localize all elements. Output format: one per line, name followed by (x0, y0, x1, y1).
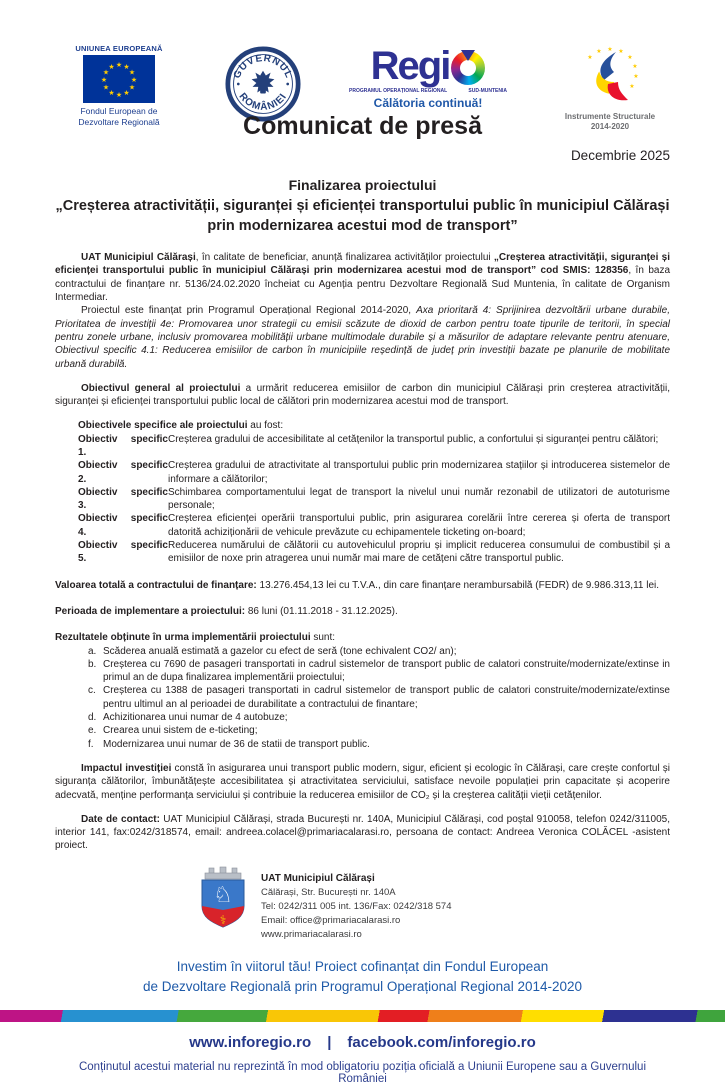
government-seal-icon (225, 46, 301, 122)
svg-text:⚕: ⚕ (219, 912, 227, 927)
text-run: Valoarea totală a contractului de finanțare: (55, 579, 257, 591)
regio-ring-icon (451, 51, 485, 85)
eu-logo-subtitle-line2: Dezvoltare Regională (78, 116, 160, 127)
text-run: a urmărit reducerea emisiilor de carbon din municipiul Călărași prin creșterea atractivității, siguranței și eficienței transportului public local de călători prin modernizarea acestui mod de transport. (55, 382, 670, 408)
objective-text: Creșterea eficienței operării transportului public, prin asigurarea corelării între cererea și oferta de transport datorită achiziționării de vehicule prevăzute cu echipamentele ticketing on-board; (168, 513, 670, 538)
text-run: , în calitate de beneficiar, anunță finalizarea activităților proiectului (195, 252, 494, 264)
text-run: Proiectul este finanțat prin Programul Operațional Regional 2014-2020, (81, 305, 417, 317)
results-section (55, 631, 670, 751)
text-run: Impactul investiției (81, 762, 172, 774)
disclaimer-text: Conținutul acestui material nu reprezintă în mod obligatoriu poziția oficială a Uniunii Europene sau a Guvernului României (78, 1061, 647, 1085)
objective-text: Schimbarea comportamentului legat de transport la nivelul unui număr rezonabil de utilizatori de autoturisme personale; (168, 486, 670, 512)
result-text: Creșterea cu 1388 de pasageri transportati in cadrul sistemelor de transport public de calatori construite/modernizate/extinse pentru ultimul an al perioadei de durabilitate a contractului de finantare; (103, 685, 670, 710)
regio-tagline: Călătoria continuă! (373, 96, 483, 110)
objective-item (78, 486, 670, 513)
svg-text:★: ★ (618, 48, 624, 55)
subtitle-line2: „Creșterea atractivității, siguranței și eficienței transportului public în municipiul Călărași (55, 198, 670, 214)
svg-text:ROMÂNIEI: ROMÂNIEI (236, 91, 290, 113)
paragraph-impact (55, 762, 670, 802)
svg-text:★: ★ (587, 54, 593, 61)
footer-links (55, 1034, 670, 1051)
regio-wordmark (343, 46, 513, 86)
specific-objectives-header (78, 419, 670, 432)
text-run: sunt: (310, 632, 336, 644)
cofinancing-statement (55, 957, 670, 996)
rainbow-stripe (0, 1010, 725, 1022)
cofinancing-line2: de Dezvoltare Regională prin Programul Operațional Regional 2014-2020 (142, 978, 583, 994)
result-label: e. (88, 725, 97, 737)
svg-text:GUVERNUL: GUVERNUL (231, 52, 295, 81)
svg-text:★: ★ (633, 73, 639, 80)
objective-label: Obiectiv specific 1. (78, 433, 168, 458)
document-body (55, 251, 670, 853)
svg-text:★: ★ (108, 89, 115, 97)
text-run: UAT Municipiul Călărași (81, 252, 196, 264)
results-header (55, 631, 670, 644)
implementation-period-line (55, 605, 670, 618)
svg-text:★: ★ (102, 68, 110, 77)
eu-flag-icon (83, 55, 155, 103)
regio-program-label: PROGRAMUL OPERAȚIONAL REGIONAL (349, 88, 448, 94)
municipality-phone: Tel: 0242/311 005 int. 136/Fax: 0242/318 574 (261, 900, 452, 912)
regio-subline (343, 88, 513, 94)
result-item (88, 738, 670, 751)
eu-logo (55, 44, 183, 127)
objective-label: Obiectiv specific 5. (78, 540, 168, 565)
svg-text:★: ★ (102, 83, 110, 92)
specific-objectives-section (78, 419, 670, 565)
municipality-block (197, 866, 670, 942)
results-list (88, 645, 670, 751)
objective-label: Obiectiv specific 2. (78, 460, 168, 485)
text-run: Date de contact: (81, 813, 160, 825)
result-item (88, 658, 670, 685)
paragraph-contact (55, 813, 670, 853)
regio-region-label: SUD-MUNTENIA (468, 88, 507, 94)
result-label: d. (88, 712, 97, 724)
svg-text:★: ★ (123, 63, 130, 71)
objective-text: Reducerea numărului de călătorii cu autovehiculul propriu și implicit reducerea consumului de combustibil și a emisiilor de noxe prin atragerea unui număr mai mare de cetățeni către transportul public. (168, 540, 670, 565)
paragraph-general-objective (55, 382, 670, 409)
text-run: Perioada de implementare a proiectului: (55, 605, 246, 617)
objective-text: Creșterea gradului de accesibilitate al cetățenilor la transportul public, a confortului și siguranței pentru călători; (168, 433, 659, 445)
municipality-contact (261, 872, 452, 942)
svg-text:★: ★ (115, 91, 123, 99)
objective-label: Obiectiv specific 3. (78, 486, 168, 512)
municipality-name: UAT Municipiul Călărași (261, 872, 375, 884)
date-line: Decembrie 2025 (570, 148, 670, 163)
subtitle-line1: Finalizarea proiectului (288, 177, 437, 193)
objective-label: Obiectiv specific 4. (78, 513, 168, 538)
text-run: Obiectivul general al proiectului (81, 382, 241, 394)
text-run: Obiectivele specifice ale proiectului (78, 420, 248, 432)
subtitle-line3: prin modernizarea acestui mod de transport” (207, 217, 518, 234)
regio-notch-icon (461, 50, 475, 61)
objective-item (78, 512, 670, 539)
cofinancing-line1: Investim în viitorul tău! Proiect cofinanțat din Fondul European (176, 959, 549, 975)
municipality-website-link[interactable]: www.primariacalarasi.ro (261, 928, 362, 940)
municipality-address: Călărași, Str. București nr. 140A (261, 887, 396, 899)
regio-logo (343, 46, 513, 110)
objective-item (78, 459, 670, 486)
objective-item (78, 539, 670, 566)
structural-instruments-icon (564, 44, 656, 106)
text-run: Rezultatele obținute în urma implementării proiectului (55, 632, 311, 644)
text-run: au fost: (247, 420, 284, 432)
paragraph-intro (55, 251, 670, 304)
svg-text:★: ★ (632, 63, 638, 70)
text-run: 13.276.454,13 lei cu T.V.A., din care finanțare nerambursabilă (FEDR) de 9.986.313,11 lei. (256, 579, 660, 591)
eu-logo-subtitle-line1: Fondul European de (80, 106, 158, 116)
result-text: Creșterea cu 7690 de pasageri transportati in cadrul sistemelor de transport public de calatori construite/modernizate/extinse in primul an de dupa finalizarea implementării proiectului; (103, 658, 670, 684)
result-item (88, 711, 670, 724)
svg-text:★: ★ (130, 76, 138, 84)
text-run: constă în asigurarea unui transport public modern, sigur, eficient și ecologic în Călărași, care crește confortul și siguranța călătorilor, îmbunătățește accesibilitatea și atractivitatea serviciului, satisface nevoile populației prin capacitate și acoperire adecvată, menține performanța serviciului și contribuie la reducerea emisiilor de CO₂ și la creșterea calității vieții cetățenilor. (55, 762, 670, 801)
calarasi-coat-of-arms-icon (197, 866, 249, 936)
project-title-block (55, 177, 670, 236)
result-label: b. (88, 658, 97, 670)
result-item (88, 724, 670, 737)
svg-text:♘: ♘ (213, 882, 233, 908)
svg-text:★: ★ (596, 48, 602, 55)
result-text: Crearea unui sistem de e-ticketing; (103, 725, 258, 737)
result-item (88, 684, 670, 711)
inforegio-facebook-link[interactable]: facebook.com/inforegio.ro (347, 1034, 536, 1052)
svg-text:★: ★ (128, 68, 136, 77)
eu-logo-title: UNIUNEA EUROPEANĂ (75, 44, 163, 53)
svg-text:★: ★ (123, 89, 130, 97)
inforegio-website-link[interactable]: www.inforegio.ro (189, 1034, 312, 1052)
svg-text:★: ★ (108, 63, 115, 71)
svg-text:★: ★ (128, 83, 136, 92)
structural-instruments-line2: 2014-2020 (590, 122, 630, 132)
svg-text:★: ★ (629, 83, 635, 90)
total-value-line (55, 579, 670, 592)
text-run: UAT Municipiul Călărași, strada București nr. 140A, Municipiul Călărași, cod poștal 910058, telefon 0242/311005, interior 141, fax:0242/318574, email: andreea.colacel@primariacalarasi.ro, persoana de contact: Andreea Veronica COLĂCEL -asistent proiect. (55, 813, 670, 852)
structural-instruments-logo (550, 44, 670, 133)
objective-item (78, 433, 670, 460)
page-title: Comunicat de presă (243, 112, 482, 140)
government-logo (220, 46, 306, 122)
municipality-email[interactable]: Email: office@primariacalarasi.ro (261, 914, 401, 926)
svg-text:★: ★ (115, 61, 123, 69)
link-separator: | (327, 1034, 332, 1052)
structural-instruments-label (550, 112, 670, 133)
result-text: Modernizarea unui numar de 36 de statii de transport public. (103, 738, 370, 750)
svg-text:★: ★ (607, 46, 613, 53)
text-run: 86 luni (01.11.2018 - 31.12.2025). (245, 605, 398, 617)
result-text: Achizitionarea unui numar de 4 autobuze; (103, 712, 288, 724)
svg-text:★: ★ (627, 54, 633, 61)
eu-logo-subtitle (55, 106, 183, 127)
result-label: a. (88, 645, 97, 657)
text-run: „Creșterea atractivității, siguranței și eficienței transportului public în municipiul Călărași prin modernizarea acestui mod de transport” cod SMIS: 128356 (55, 252, 670, 277)
result-text: Scăderea anuală estimată a gazelor cu efect de seră (tone echivalent CO2/ an); (103, 645, 457, 657)
result-item (88, 645, 670, 658)
result-label: f. (88, 738, 94, 750)
structural-instruments-line1: Instrumente Structurale (564, 112, 656, 121)
svg-text:★: ★ (100, 76, 108, 84)
objective-text: Creșterea gradului de atractivitate al transportului public prin modernizarea stațiilor și introducerea sistemelor de informare a călătorilor; (168, 460, 670, 485)
paragraph-financing (55, 304, 670, 370)
regio-word: Regi (370, 44, 450, 88)
result-label: c. (88, 685, 96, 697)
text-run: , în baza contractului de finanțare nr. 5136/24.02.2020 încheiat cu Agenția pentru Dezvoltare Regională Sud Muntenia, în calitate de Organism Intermediar. (55, 265, 670, 304)
text-run: Axa prioritară 4: Sprijinirea dezvoltării urbane durabile, Prioritatea de investiții 4e: Promovarea unor strategii cu emisii scăzute de dioxid de carbon pentru toate tipurile de teritorii, în special pentru zonele urbane, inclusiv promovarea mobilității urbane multimodale durabile și a măsurilor de adaptare relevante pentru atenuare, Obiectivul specific 4.1: Reducerea emisiilor de carbon în municipiile reședință de județ prin investiții bazate pe planurile de mobilitate urbană durabilă. (55, 305, 670, 370)
